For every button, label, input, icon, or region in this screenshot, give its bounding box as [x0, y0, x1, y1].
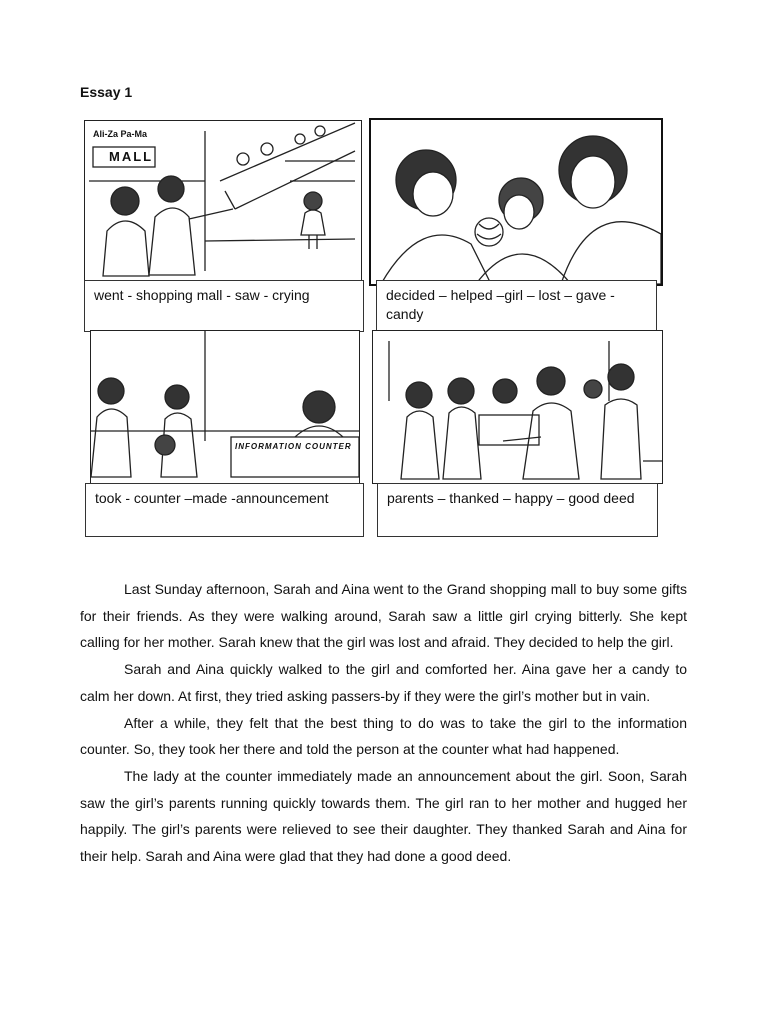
parents-scene-illustration — [373, 331, 662, 483]
essay-paragraph-2: Sarah and Aina quickly walked to the girl and comforted her. Aina gave her a candy to calm her down. At first, they tried asking passers-by if they were the girl’s mother but in vain. — [80, 661, 687, 704]
essay-paragraph-3: After a while, they felt that the best thing to do was to take the girl to the information counter. So, they took her there and told the person at the counter what had happened. — [80, 714, 687, 758]
illustration-panel-counter — [90, 330, 360, 484]
caption-panel-2: decided – helped –girl – lost – gave - candy — [376, 280, 657, 332]
illustration-panel-candy — [369, 118, 663, 286]
illustration-panel-mall — [84, 120, 362, 282]
information-counter-sign: INFORMATION COUNTER — [235, 442, 352, 451]
illustration-panel-parents — [372, 330, 663, 484]
mall-scene-illustration — [85, 121, 361, 281]
counter-scene-illustration — [91, 331, 359, 483]
candy-scene-illustration — [371, 120, 661, 284]
essay-paragraph-4: The lady at the counter immediately made an announcement about the girl. Soon, Sarah saw the girl’s parents running quickly towards them. The girl ran to her mother and hugged her happily. The girl’s parents were relieved to see their daughter. They thanked Sarah and Aina for their help. Sarah and Aina were glad that they had done a good deed. — [80, 767, 687, 865]
caption-panel-1: went - shopping mall - saw - crying — [84, 280, 364, 332]
mall-sign: MALL — [109, 149, 154, 164]
essay-title: Essay 1 — [80, 84, 133, 100]
essay-body — [80, 576, 687, 870]
mall-sign-top: Ali-Za Pa-Ma — [93, 129, 148, 139]
essay-paragraph-1: Last Sunday afternoon, Sarah and Aina went to the Grand shopping mall to buy some gifts for their friends. As they were walking around, Sarah saw a little girl crying bitterly. She kept calling for her mother. Sarah knew that the girl was lost and afraid. They decided to help the girl. — [80, 581, 687, 651]
caption-panel-3: took - counter –made -announcement — [85, 483, 364, 537]
caption-panel-4: parents – thanked – happy – good deed — [377, 483, 658, 537]
